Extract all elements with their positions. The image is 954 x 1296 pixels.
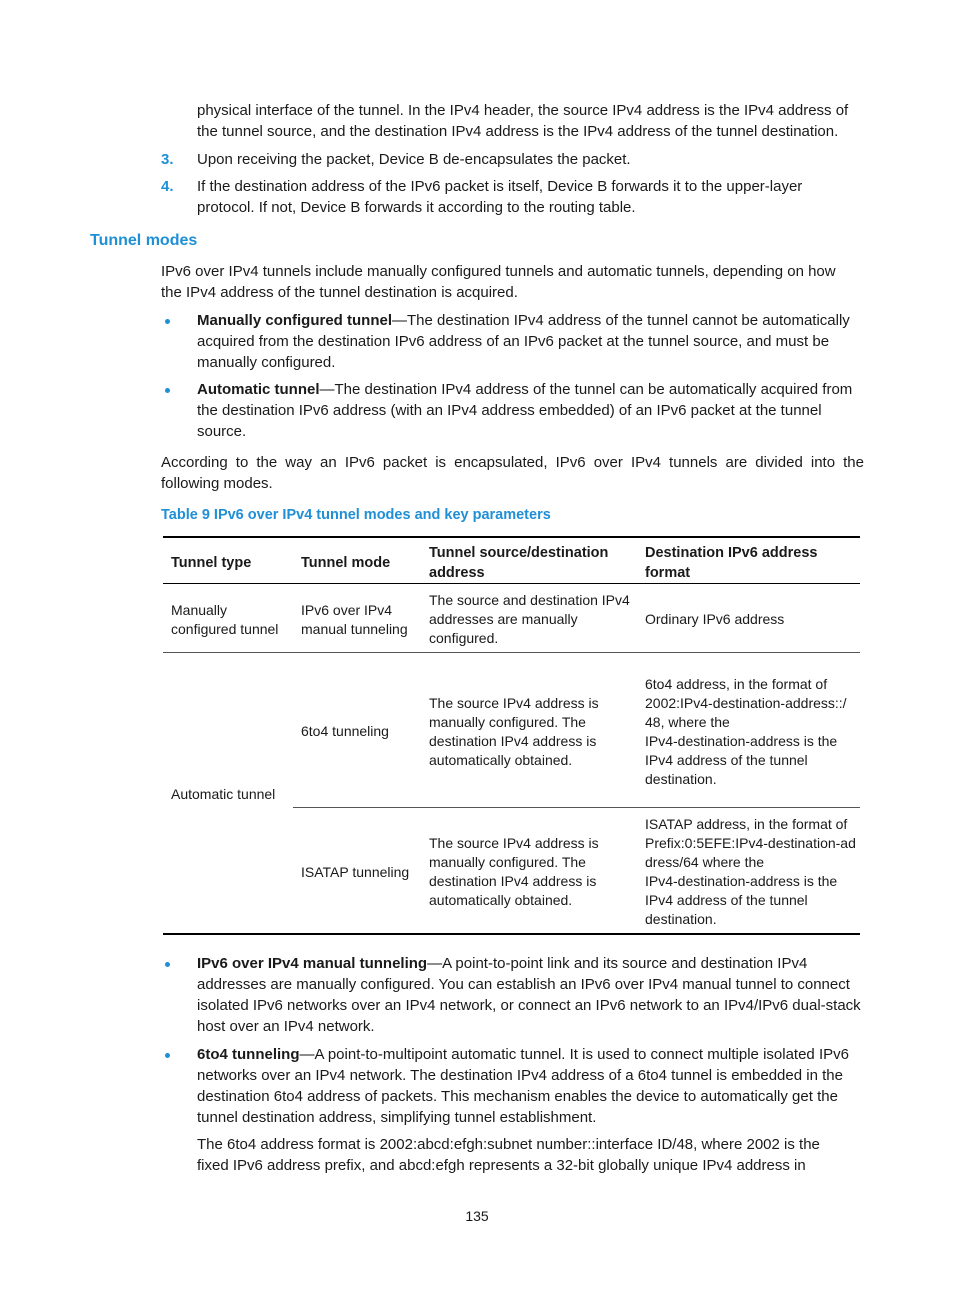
step-text [197,176,864,218]
table-cell [429,694,599,770]
bullet-line: isolated IPv6 networks over an IPv4 network, or connect an IPv6 network to an IPv4/IPv6 dual-stack [197,997,861,1014]
header-line: Tunnel source/destination [429,545,609,561]
page-number: 135 [465,1208,489,1224]
bullet-line: networks over an IPv4 network. The destination IPv4 address of a 6to4 tunnel is embedded in the [197,1067,843,1084]
table-caption: Table 9 IPv6 over IPv4 tunnel modes and key parameters [161,507,551,523]
bullet-line: tunnel destination address, simplifying tunnel establishment. [197,1109,597,1126]
bullet-text: —A point-to-multipoint automatic tunnel. It is used to connect multiple isolated IPv6 [299,1046,849,1063]
cell-line: automatically obtained. [429,752,573,768]
cell-line: 2002:IPv4-destination-address::/ [645,695,847,711]
bullet-term: Manually configured tunnel [197,312,393,329]
bullet-line: manually configured. [197,354,336,371]
table-row-divider [163,652,860,653]
bullet-item [197,310,864,373]
bullet-dot [165,319,170,324]
bullet-line: the destination IPv6 address (with an IPv4 address embedded) of an IPv6 packet at the tunnel [197,402,822,419]
cell-line: destination. [645,911,717,927]
table-header-cell: Tunnel type [171,555,252,571]
cell-line: ISATAP address, in the format of [645,816,848,832]
table-header-cell: Tunnel mode [301,555,391,571]
intro-continuation [197,100,864,142]
table-cell: Automatic tunnel [171,786,276,802]
table-cell [645,675,847,789]
cell-line: automatically obtained. [429,892,573,908]
header-line: address [429,565,485,581]
cell-line: IPv4-destination-address is the [645,873,838,889]
step-line: protocol. If not, Device B forwards it according to the routing table. [197,199,636,216]
bullet-text: —A point-to-point link and its source and destination IPv4 [427,955,808,972]
trailing-paragraph [197,1134,864,1176]
table-top-border [163,536,860,538]
table-header-cell [645,543,817,583]
paragraph-line: fixed IPv6 address prefix, and abcd:efgh represents a 32-bit globally unique IPv4 address in [197,1157,806,1174]
bullet-line: destination 6to4 address of packets. This mechanism enables the device to automatically get the [197,1088,838,1105]
cell-line: The source IPv4 address is [429,695,599,711]
step-number: 4. [161,178,174,195]
cell-line: IPv4 address of the tunnel [645,752,808,768]
bullet-term: IPv6 over IPv4 manual tunneling [197,955,428,972]
cell-line: manually configured. The [429,854,586,870]
table-cell: 6to4 tunneling [301,723,389,739]
bullet-item [197,379,864,442]
section-heading: Tunnel modes [90,232,198,249]
table-header-cell [429,543,608,583]
cell-line: The source and destination IPv4 [429,592,630,608]
bullet-line: source. [197,423,247,440]
paragraph-line: According to the way an IPv6 packet is encapsulated, IPv6 over IPv4 tunnels are divided into the [161,454,864,471]
bullet-line: acquired from the destination IPv6 address of an IPv6 packet at the tunnel source, and must be [197,333,830,350]
table-header-border [163,583,860,584]
table-cell [429,834,599,910]
paragraph-line: the IPv4 address of the tunnel destination is acquired. [161,284,518,301]
cell-line: IPv6 over IPv4 [301,602,393,618]
intro-line: physical interface of the tunnel. In the IPv4 header, the source IPv4 address is the IPv4 address of [197,102,849,119]
cell-line: 6to4 address, in the format of [645,676,828,692]
step-text: Upon receiving the packet, Device B de-encapsulates the packet. [197,151,631,168]
table-row-divider [293,807,860,808]
cell-line: IPv4-destination-address is the [645,733,838,749]
cell-line: configured tunnel [171,621,279,637]
table-cell [645,815,856,929]
section-paragraph [161,261,864,303]
table-bottom-border [163,933,860,935]
cell-line: destination IPv4 address is [429,873,597,889]
cell-line: The source IPv4 address is [429,835,599,851]
table-cell [301,601,408,639]
bullet-text: —The destination IPv4 address of the tunnel cannot be automatically [392,312,850,329]
step-line: If the destination address of the IPv6 packet is itself, Device B forwards it to the upper-layer [197,178,803,195]
cell-line: destination IPv4 address is [429,733,597,749]
cell-line: destination. [645,771,717,787]
cell-line: configured. [429,630,499,646]
cell-line: addresses are manually [429,611,578,627]
bullet-line: addresses are manually configured. You can establish an IPv6 over IPv4 manual tunnel to connect [197,976,850,993]
bullet-item [197,1044,864,1128]
paragraph-line: The 6to4 address format is 2002:abcd:efgh:subnet number::interface ID/48, where 2002 is the [197,1136,820,1153]
bullet-text: —The destination IPv4 address of the tunnel can be automatically acquired from [319,381,853,398]
header-line: Destination IPv6 address [645,545,818,561]
bullet-dot [165,1053,170,1058]
table-cell: Ordinary IPv6 address [645,611,785,627]
cell-line: dress/64 where the [645,854,765,870]
header-line: format [645,565,691,581]
cell-line: Prefix:0:5EFE:IPv4-destination-ad [645,835,856,851]
cell-line: manually configured. The [429,714,586,730]
bullet-term: Automatic tunnel [197,381,320,398]
section-paragraph [161,452,864,494]
cell-line: IPv4 address of the tunnel [645,892,808,908]
table-cell: ISATAP tunneling [301,864,410,880]
cell-line: manual tunneling [301,621,408,637]
bullet-item [197,953,864,1037]
paragraph-line: IPv6 over IPv4 tunnels include manually configured tunnels and automatic tunnels, depending on how [161,263,836,280]
table-cell [171,601,278,639]
bullet-dot [165,962,170,967]
paragraph-line: following modes. [161,475,273,492]
bullet-term: 6to4 tunneling [197,1046,300,1063]
cell-line: 48, where the [645,714,730,730]
bullet-line: host over an IPv4 network. [197,1018,375,1035]
intro-line: the tunnel source, and the destination IPv4 address is the IPv4 address of the tunnel destination. [197,123,839,140]
bullet-dot [165,388,170,393]
cell-line: Manually [171,602,228,618]
table-cell [429,591,630,648]
step-number: 3. [161,151,174,168]
